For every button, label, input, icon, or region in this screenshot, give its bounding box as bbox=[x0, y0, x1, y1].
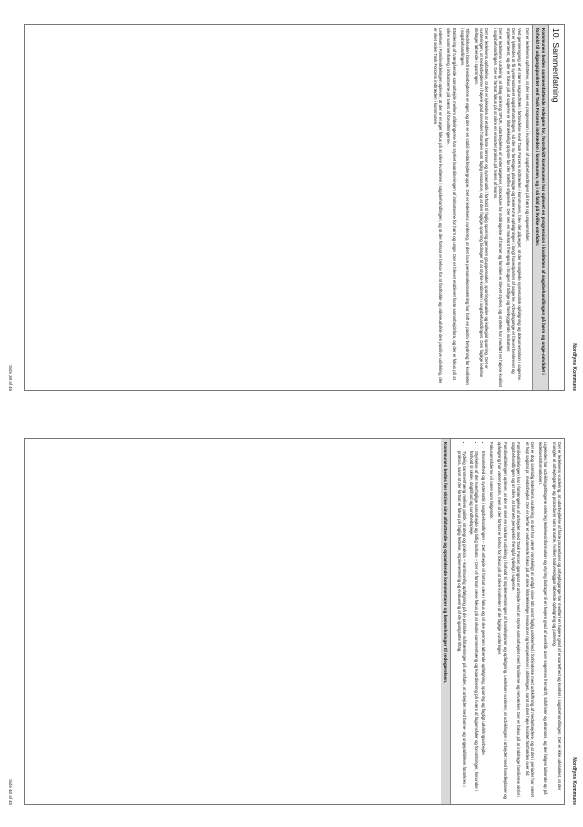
municipality-header: Nordfyns Kommune bbox=[571, 757, 577, 805]
content-box bbox=[24, 438, 565, 805]
page-39 bbox=[0, 0, 583, 413]
page-number: Side 39 af 45 bbox=[8, 365, 13, 391]
municipality-header: Nordfyns Kommune bbox=[571, 343, 577, 391]
paragraph: Familieafdelingen har i forlængelse af arbejdet med Task Forcen igangsat et arbejde med at styrke samarbejdet med familierne og netværket. Der er fokus på at inddrage familierne aktivt i sagsbehandlingen og at sikre, at barnets perspektiv fremgår tydeligt i sagerne. bbox=[510, 442, 522, 798]
closing-question: Kommunen bedes her skrive sine afsluttende og opsamlende kommentarer og bemærkninger til redegørelsen. bbox=[441, 439, 451, 804]
paragraph: Det er ledelsens opfattelse, at der ses en progression i kvaliteten af sagsbehandlingen på børn og ungeområdet. bbox=[525, 28, 530, 242]
question-highlight: Kommunen bedes sammenfattende redegøre for, hvordvidt kommunen har oplevet en progression i kvaliteten af sagsbehandlingen på børn og unge-området i forhold til udgangspunktet ved Task Forcens indtræden i kommunen, og i så fald på hvilke områder. bbox=[532, 25, 548, 390]
page-number: Side 40 af 45 bbox=[8, 779, 13, 805]
list-item: • Tydelig sammenhæng mellem politik, strategi og praksis – kontinuerlig opfølgning på de politiske målsætninger på området, at arbejdet med børne- og ungepolitikken forankres i praksis, samt at der fortsat er fokus på faglig ledelse, implementering og evaluering af de igangsatte tiltag. bbox=[456, 451, 467, 801]
paragraph: Det er ledelsens opfattelse, at det er lykkedes at etablere faste rammer og systematik i forhold til faglig sparring gennem gruppemøder, sparringsmøder og kollegial sparring. Det er vurderingen, at medarbejderne i højere grad anvender hinanden som faglig ressource, og at den faglige sparring bidrager til at styrke kvaliteten i sagsbehandlingen. Den faglige ledelse deltager løbende i sparringen. bbox=[473, 28, 490, 377]
list-item: • Ensartethed og systematik i sagsbehandlingen – Det arbejde vil fortsat være i fokus og vil ske gennem løbende opfølgning, sparring og fagligt udviklingsarbejde. bbox=[480, 451, 485, 801]
body-text bbox=[450, 439, 564, 804]
paragraph: Familieafdelingen oplever, at der er sket en markant udvikling i forhold til implementeringen af handleplaner og opfølgning. Ledelsen vurderer, at udviklingen i arbejdet med handleplaner og opfølgning har været positiv, men at der fortsat er behov for fokus på at sikre kvaliteten af de faglige vurderinger. bbox=[497, 442, 508, 799]
paragraph: Ligeledes har udviklingstiltagene omkring ledelsesinformation og styring bidraget til en højere grad af overblik over sagernes fremdrift, tidsfrister og økonomi, og der følges løbende op på ledelsesinformationen. bbox=[538, 442, 549, 795]
paragraph: Ved gennemgang af et større sagsudtræk i forbindelse med Task Forcens indtræden i kommunen, blev det påpeget, at der manglede systematisk opfølgning og dokumentation i sagerne. Det er lykkedes at få systematiseret sagsbehandlingen, så der nu foretages planlagte og beskrevne opfølgninger i langt hovedparten af sagerne. Arbejdsgange er blevet beskrevet og implementeret, og der er fokus på at sagerne er tilstrækkeligt oplyste før der træffes afgørelse. Der ses en markant fremgang i brugen af tidlige og forebyggende indsatser. bbox=[506, 28, 522, 381]
page-40 bbox=[0, 414, 583, 827]
content-box bbox=[24, 24, 565, 391]
paragraph: Det er ledelsens vurdering, at tilløg omkring SPUK, udarbejdelse af undersøgelser, procedure for inddragelse af barnet og familien er blevet styrket, og at dette har medført en højere kvalitet i sagsbehandlingen. Der er fortsat fokus på at sikre en ensartet praksis på tværs af teams. bbox=[492, 28, 503, 387]
paragraph: Det er dog samtidig ledelsens vurdering, at det har været vanskeligt at undgå visse tab samt faglig usikkerhed i forbindelse med udskiftning af medarbejdere, og at der i perioder har været et højt sagstal pr. medarbejder. Der er derfor et vedvarende fokus på at sikre tilstrækkelige ressourcer og kompetencer i afdelingen, samt at den høje kvalitet fastholdes over tid. bbox=[524, 442, 535, 797]
body-text bbox=[428, 25, 532, 390]
focus-list bbox=[456, 442, 485, 801]
paragraph: Fokusområderne vil være som følgende: bbox=[489, 442, 495, 520]
list-item: • Styrkelse af det tværfaglige samarbejde og tidlig indsats – Der vil fortsat være fokus på at skabe sammenhæng og koordinering på tværs af fagområder og forvaltninger, herunder i forhold til skole, dagtilbud og sundhedspleje. bbox=[468, 451, 479, 801]
paragraph: Etablering af tværgående samarbejde mellem afdelingerne har styrket koordineringen af indsatserne for børn og unge. Der er blevet etableret faste samarbejdsfora, og der er fokus på at sikre sammenhæng i indsatserne på tværs af forvaltningerne. bbox=[446, 28, 457, 380]
paragraph: Ledelsen i Familieafdelingen oplever, at der er et øget fokus på at sikre kvaliteten i sagsbehandlingen, og at der fortsat er behov for at fastholde og videreudvikle den positive udvikling, der er sket siden Task Forcens indtræden i kommunen. bbox=[432, 28, 444, 384]
paragraph: Tilfredsheden blandt medarbejderne er øget, og der er en stabil medarbejdergruppe. Det er ledelsens vurdering, at den lave personaleomsætning har haft en positiv betydning for kvaliteten i sagsbehandlingen. bbox=[460, 28, 471, 385]
section-title: 10. Sammenfatning bbox=[548, 25, 564, 390]
paragraph: Det er ledelsens vurdering, at udarbejdelse af faste procedurer og arbejdsgange har medført en højere grad af ensartethed og kvalitet i sagsbehandlingen. Det er ikke udelukket, at der mangler at arbejdsgange og procedurer som ansatte, hvilket nødvendiggør løbende opfølgning og justering. bbox=[551, 442, 562, 791]
